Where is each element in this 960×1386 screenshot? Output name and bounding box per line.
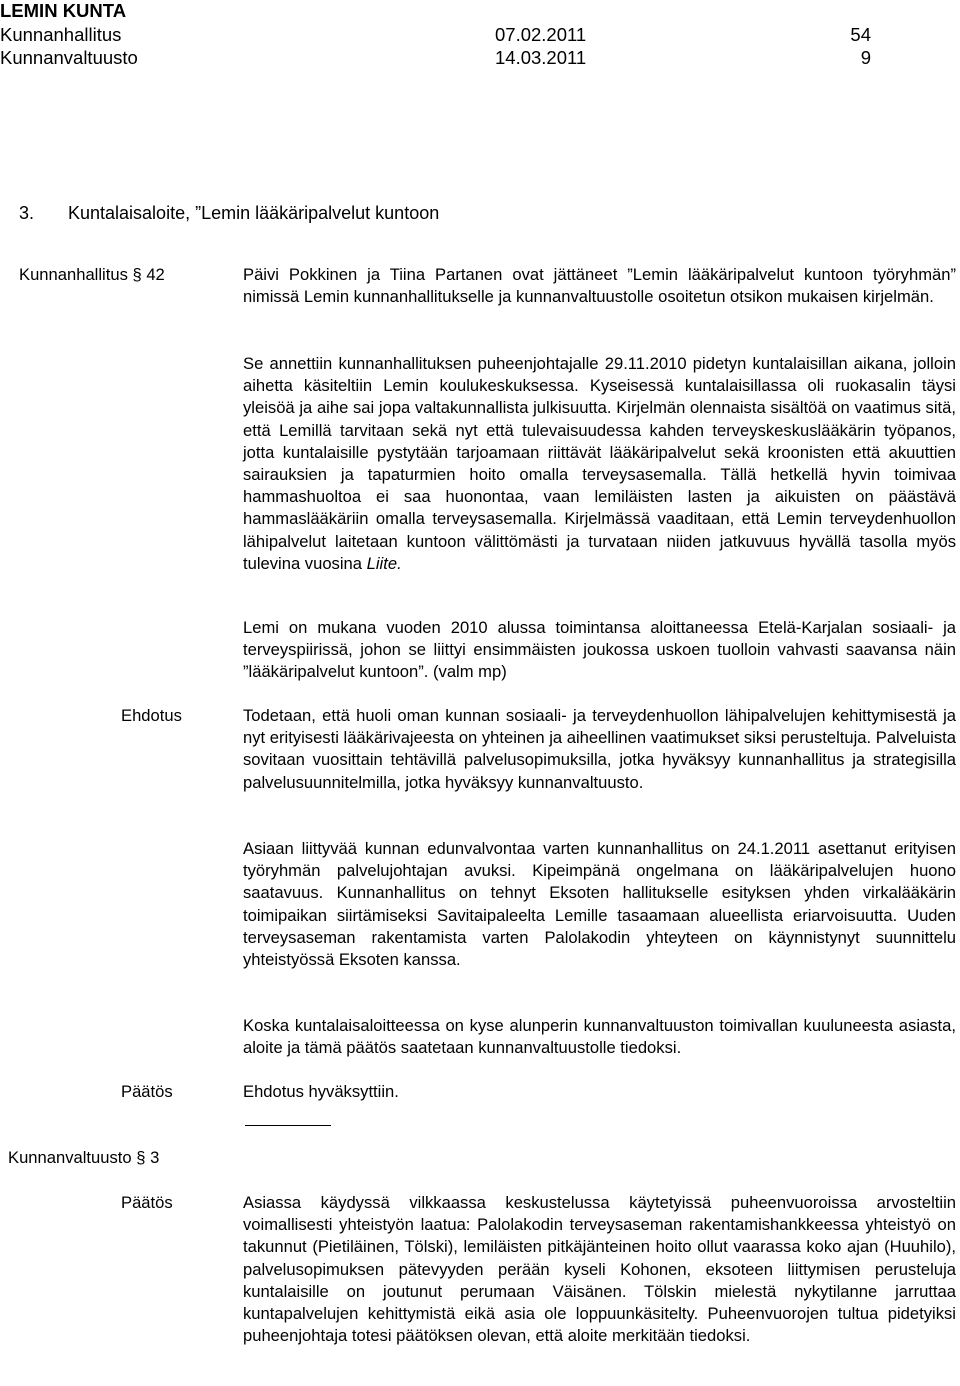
paragraph-edunvalvonta: Asiaan liittyvää kunnan edunvalvontaa varten kunnanhallitus on 24.1.2011 asettanut erityisen työryhmän palvelujohtajan avuksi. Kipeimpänä ongelmana on lääkäripalvelujen huono saatavuus. Kunnanhallitus on tehnyt Eksoten hallitukselle esityksen yhden virkalääkärin toimipaikan siirtämiseksi Savitaipaleelta Lemille tasaamaan alueellista eriarvoisuutta. Uuden terveysaseman rakentamista varten Palolakodin yhteyteen on käynnistynyt suunnittelu yhteistyössä Eksoten kanssa. [243, 839, 956, 970]
paragraph-aloite: Päivi Pokkinen ja Tiina Partanen ovat jättäneet ”Lemin lääkäripalvelut kuntoon työryhmän” nimissä Lemin kunnanhallitukselle ja kunnanvaltuustolle osoitetun otsikon mukaisen kirjelmän. [243, 265, 956, 307]
section-title: Kuntalaisaloite, ”Lemin lääkäripalvelut kuntoon [68, 203, 440, 223]
organization-name: LEMIN KUNTA [0, 0, 127, 21]
attachment-reference: Liite. [366, 553, 402, 573]
paragraph-paatos: Ehdotus hyväksyttiin. [243, 1082, 399, 1101]
label-kunnanvaltuusto: Kunnanvaltuusto § 3 [8, 1148, 160, 1167]
paragraph-sote-piiri: Lemi on mukana vuoden 2010 alussa toimintansa aloittaneessa Etelä-Karjalan sosiaali- ja terveyspiirissä, johon se liittyi ensimmäisten joukossa uskoen tuolloin vahvasti saavansa näin ”lääkäripalvelut kuntoon”. (valm mp) [243, 618, 956, 682]
header-date: 07.02.2011 [495, 24, 587, 45]
header-date: 14.03.2011 [495, 47, 587, 68]
paragraph-kv-paatos: Asiassa käydyssä vilkkaassa keskustelussa käytetyissä puheenvuoroissa arvosteltiin voimallisesti yhteistyön laatua: Palolakodin terveysaseman rakentamishankkeessa yhteistyö on takunnut (Pietiläinen, Tölski), lemiläisten pitkäjänteinen hoito ollut vaarassa koko ajan (Huuhilo), palvelusopimuksen pätevyyden perään kyseli Kohonen, eksoteen liittymisen perusteluja kuntalaisille on joutunut perumaan Väisänen. Tölskin mielestä nykytilanne jarruttaa kuntapalvelujen kehittymistä eikä asia ole loppuunkäsitelty. Puheenvuorojen tultua pidetyiksi puheenjohtaja totesi päätöksen olevan, että aloite merkitään tiedoksi. [243, 1193, 956, 1346]
paragraph-tiedoksi: Koska kuntalaisaloitteessa on kyse alunperin kunnanvaltuuston toimivallan kuuluneesta asiasta, aloite ja tämä päätös saatetaan kunnanvaltuustolle tiedoksi. [243, 1016, 956, 1058]
label-kunnanhallitus: Kunnanhallitus § 42 [19, 265, 165, 284]
header-page-number: 54 [850, 24, 871, 45]
header-page-number: 9 [860, 47, 871, 68]
header-body: Kunnanvaltuusto [0, 47, 138, 68]
header-body: Kunnanhallitus [0, 24, 122, 45]
paragraph-text: Se annettiin kunnanhallituksen puheenjohtajalle 29.11.2010 pidetyn kuntalaisillan aikana, jolloin aihetta käsiteltiin Lemin koulukeskuksessa. Kyseisessä kuntalaisillassa oli ruokasalin täysi yleisöä ja aihe sai jopa valtakunnallista julkisuutta. Kirjelmän olennaista sisältöä on vaatimus sitä, että Lemillä tarvitaan sekä nyt että tulevaisuudessa kahden terveyskeskuslääkärin työpanos, jotta kuntalaisille pystytään tarjoamaan riittävät lääkäripalvelut sekä kroonisten että akuuttien sairauksien ja tapaturmien hoito omalla terveysasemalla. Tällä hetkellä hyvin toimivaa hammashuoltoa ei saa huonontaa, vaan lemiläisten lasten ja aikuisten on päästävä hammaslääkäriin omalla terveysasemalla. Kirjelmässä vaaditaan, että Lemin terveydenhuollon lähipalvelut laitetaan kuntoon välittömästi ja turvataan niiden jatkuvuus hyvällä tasolla myös tulevina vuosina [243, 354, 956, 573]
paragraph-kuntalaisilta [243, 353, 956, 575]
label-paatos-kv: Päätös [121, 1193, 173, 1212]
section-number: 3. [19, 203, 35, 223]
paragraph-ehdotus: Todetaan, että huoli oman kunnan sosiaali- ja terveydenhuollon lähipalvelujen kehittymisestä ja nyt erityisesti lääkärivajeesta on yhteinen ja aiheellinen vaatimukset siksi perusteltuja. Palveluista sovitaan vuosittain tehtävillä palvelusopimuksilla, jotka hyväksyy kunnanhallitus ja strategisilla palvelusuunnitelmilla, jotka hyväksyy kunnanvaltuusto. [243, 706, 956, 792]
label-paatos: Päätös [121, 1082, 173, 1101]
header-row-kv [0, 47, 960, 69]
header-row-kh [0, 24, 960, 46]
separator-line [245, 1125, 331, 1126]
label-ehdotus: Ehdotus [121, 706, 182, 725]
